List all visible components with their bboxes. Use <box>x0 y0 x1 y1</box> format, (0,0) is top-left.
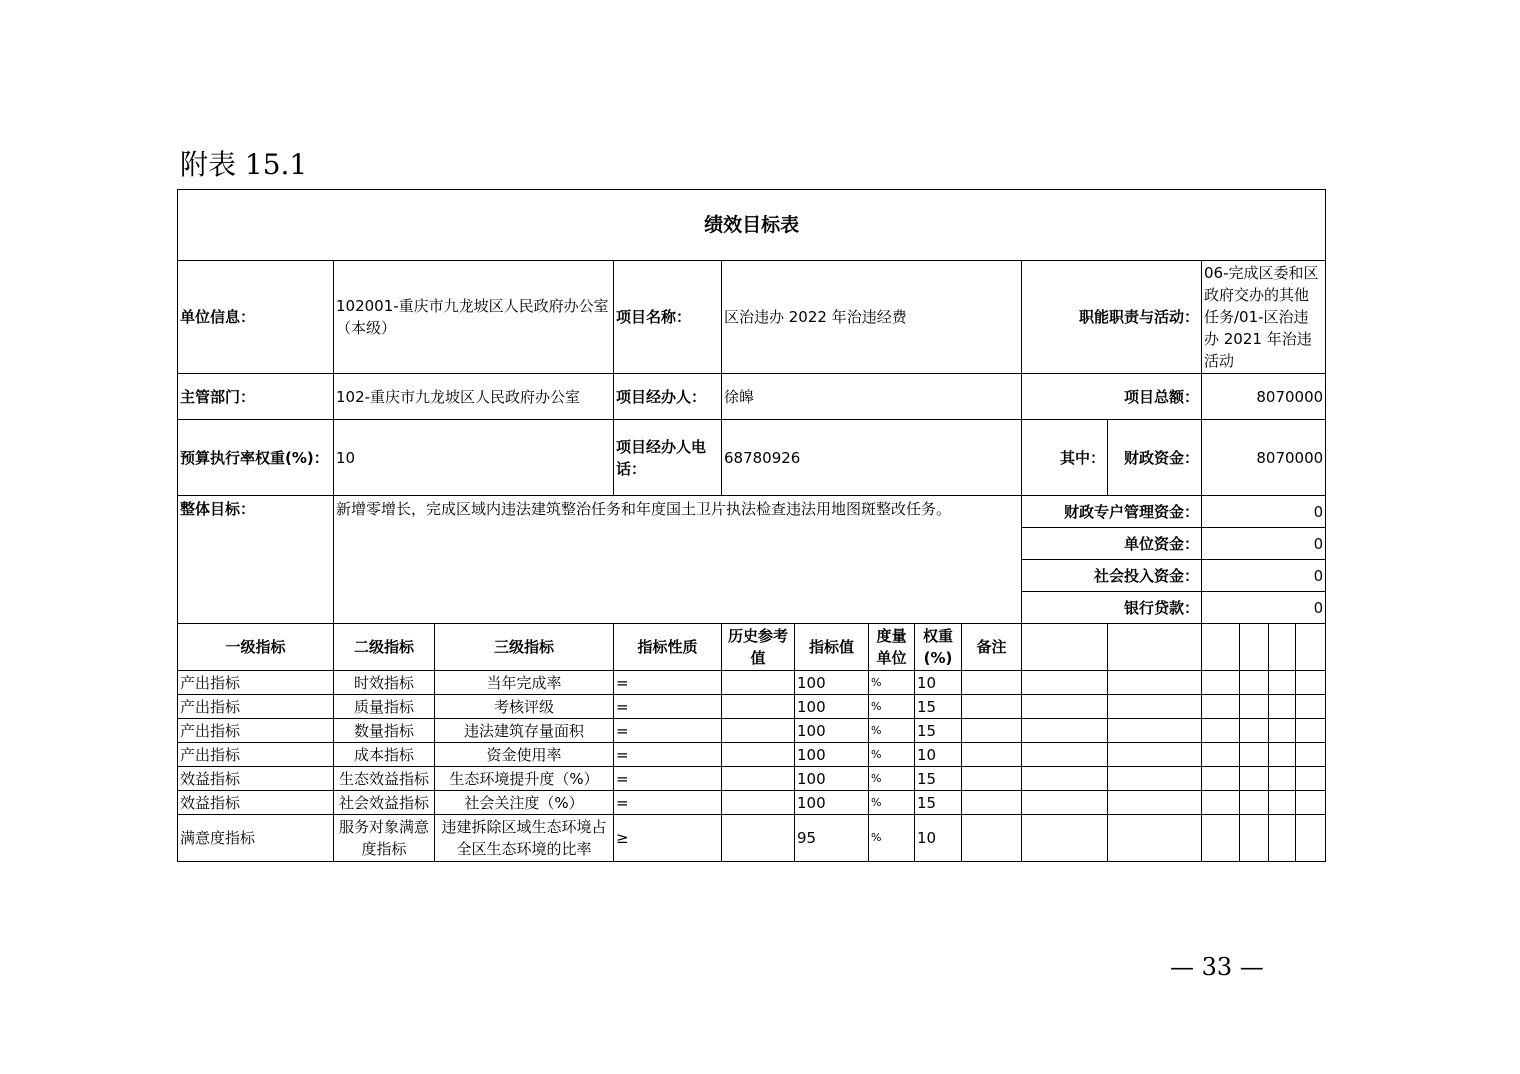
fiscal-value: 8070000 <box>1202 420 1326 496</box>
blank-cell <box>1202 671 1240 695</box>
cell-history <box>722 767 795 791</box>
blank-cell <box>1296 815 1326 862</box>
blank-cell <box>1022 791 1108 815</box>
col-header-value: 指标值 <box>795 624 869 671</box>
blank-cell <box>1202 719 1240 743</box>
unit-fund-label: 单位资金： <box>1022 528 1202 560</box>
cell-l3: 生态环境提升度（%） <box>435 767 614 791</box>
cell-l2: 数量指标 <box>334 719 435 743</box>
cell-l2: 服务对象满意度指标 <box>334 815 435 862</box>
blank-cell <box>1269 671 1296 695</box>
blank-cell <box>1022 767 1108 791</box>
blank-cell <box>1202 695 1240 719</box>
blank-cell <box>1296 791 1326 815</box>
blank-cell <box>1269 767 1296 791</box>
fiscal-label: 财政资金： <box>1108 420 1202 496</box>
table-title: 绩效目标表 <box>178 190 1326 261</box>
cell-l2: 成本指标 <box>334 743 435 767</box>
cell-weight: 15 <box>915 719 962 743</box>
cell-l3: 当年完成率 <box>435 671 614 695</box>
social-fund-label: 社会投入资金： <box>1022 560 1202 592</box>
special-fund-label: 财政专户管理资金： <box>1022 496 1202 528</box>
cell-l2: 社会效益指标 <box>334 791 435 815</box>
blank-cell <box>1202 815 1240 862</box>
blank-cell <box>1108 695 1202 719</box>
page-number: — 33 — <box>1170 953 1264 981</box>
cell-value: 100 <box>795 719 869 743</box>
blank-cell <box>1022 624 1108 671</box>
cell-weight: 15 <box>915 695 962 719</box>
project-name-label: 项目名称： <box>614 261 722 374</box>
phone-label: 项目经办人电话： <box>614 420 722 496</box>
cell-l3: 资金使用率 <box>435 743 614 767</box>
blank-cell <box>1022 695 1108 719</box>
blank-cell <box>1108 624 1202 671</box>
social-fund-value: 0 <box>1202 560 1326 592</box>
blank-cell <box>1240 719 1269 743</box>
special-fund-value: 0 <box>1202 496 1326 528</box>
blank-cell <box>1240 815 1269 862</box>
blank-cell <box>1108 815 1202 862</box>
blank-cell <box>1240 791 1269 815</box>
cell-nature: = <box>614 767 722 791</box>
col-header-history: 历史参考值 <box>722 624 795 671</box>
cell-note <box>962 719 1022 743</box>
cell-history <box>722 719 795 743</box>
cell-history <box>722 671 795 695</box>
cell-note <box>962 767 1022 791</box>
table-row <box>178 743 1326 767</box>
blank-cell <box>1240 671 1269 695</box>
cell-l1: 产出指标 <box>178 671 334 695</box>
blank-cell <box>1240 767 1269 791</box>
blank-cell <box>1202 767 1240 791</box>
project-name-value: 区治违办 2022 年治违经费 <box>722 261 1022 374</box>
cell-l3: 违法建筑存量面积 <box>435 719 614 743</box>
blank-cell <box>1202 791 1240 815</box>
blank-cell <box>1240 624 1269 671</box>
cell-value: 100 <box>795 791 869 815</box>
phone-value: 68780926 <box>722 420 1022 496</box>
cell-l1: 产出指标 <box>178 743 334 767</box>
cell-l1: 效益指标 <box>178 767 334 791</box>
blank-cell <box>1022 743 1108 767</box>
blank-cell <box>1296 671 1326 695</box>
cell-l3: 社会关注度（%） <box>435 791 614 815</box>
dept-value: 102-重庆市九龙坡区人民政府办公室 <box>334 374 614 420</box>
unit-label: 单位信息： <box>178 261 334 374</box>
manager-value: 徐皞 <box>722 374 1022 420</box>
col-header-nature: 指标性质 <box>614 624 722 671</box>
cell-history <box>722 743 795 767</box>
cell-note <box>962 815 1022 862</box>
blank-cell <box>1296 624 1326 671</box>
blank-cell <box>1108 719 1202 743</box>
cell-l1: 产出指标 <box>178 695 334 719</box>
budget-rate-value: 10 <box>334 420 614 496</box>
blank-cell <box>1269 695 1296 719</box>
cell-value: 95 <box>795 815 869 862</box>
col-header-l2: 二级指标 <box>334 624 435 671</box>
cell-l1: 满意度指标 <box>178 815 334 862</box>
total-label: 项目总额： <box>1022 374 1202 420</box>
cell-value: 100 <box>795 695 869 719</box>
cell-note <box>962 671 1022 695</box>
blank-cell <box>1296 767 1326 791</box>
goal-label: 整体目标： <box>178 496 334 624</box>
cell-l3: 违建拆除区域生态环境占全区生态环境的比率 <box>435 815 614 862</box>
blank-cell <box>1108 671 1202 695</box>
table-row <box>178 815 1326 862</box>
cell-nature: = <box>614 791 722 815</box>
blank-cell <box>1108 767 1202 791</box>
cell-l1: 效益指标 <box>178 791 334 815</box>
blank-cell <box>1202 624 1240 671</box>
blank-cell <box>1269 743 1296 767</box>
cell-unit: % <box>869 719 915 743</box>
table-row <box>178 791 1326 815</box>
col-header-l1: 一级指标 <box>178 624 334 671</box>
blank-cell <box>1269 791 1296 815</box>
cell-value: 100 <box>795 767 869 791</box>
performance-target-table <box>177 189 1326 862</box>
cell-value: 100 <box>795 671 869 695</box>
table-row <box>178 767 1326 791</box>
cell-note <box>962 791 1022 815</box>
bank-loan-label: 银行贷款： <box>1022 592 1202 624</box>
blank-cell <box>1022 719 1108 743</box>
cell-l3: 考核评级 <box>435 695 614 719</box>
total-value: 8070000 <box>1202 374 1326 420</box>
col-header-unit: 度量单位 <box>869 624 915 671</box>
blank-cell <box>1269 624 1296 671</box>
blank-cell <box>1296 695 1326 719</box>
goal-value: 新增零增长，完成区域内违法建筑整治任务和年度国土卫片执法检查违法用地图斑整改任务。 <box>334 496 1022 624</box>
blank-cell <box>1022 815 1108 862</box>
cell-value: 100 <box>795 743 869 767</box>
blank-cell <box>1296 719 1326 743</box>
cell-weight: 15 <box>915 791 962 815</box>
document-heading: 附表 15.1 <box>180 148 308 181</box>
cell-unit: % <box>869 791 915 815</box>
blank-cell <box>1022 671 1108 695</box>
manager-label: 项目经办人： <box>614 374 722 420</box>
cell-nature: = <box>614 743 722 767</box>
cell-nature: = <box>614 671 722 695</box>
cell-unit: % <box>869 671 915 695</box>
cell-nature: ≥ <box>614 815 722 862</box>
cell-weight: 10 <box>915 815 962 862</box>
cell-history <box>722 791 795 815</box>
table-row <box>178 671 1326 695</box>
col-header-note: 备注 <box>962 624 1022 671</box>
blank-cell <box>1240 695 1269 719</box>
cell-l2: 质量指标 <box>334 695 435 719</box>
unit-value: 102001-重庆市九龙坡区人民政府办公室（本级） <box>334 261 614 374</box>
col-header-weight: 权重(%) <box>915 624 962 671</box>
cell-weight: 10 <box>915 743 962 767</box>
cell-unit: % <box>869 695 915 719</box>
cell-nature: = <box>614 719 722 743</box>
duty-value: 06-完成区委和区政府交办的其他任务/01-区治违办 2021 年治违活动 <box>1202 261 1326 374</box>
cell-note <box>962 743 1022 767</box>
blank-cell <box>1240 743 1269 767</box>
table-row <box>178 695 1326 719</box>
cell-unit: % <box>869 815 915 862</box>
indicator-header-row <box>178 624 1326 671</box>
cell-unit: % <box>869 767 915 791</box>
cell-l2: 生态效益指标 <box>334 767 435 791</box>
blank-cell <box>1269 815 1296 862</box>
cell-nature: = <box>614 695 722 719</box>
col-header-l3: 三级指标 <box>435 624 614 671</box>
table-row <box>178 719 1326 743</box>
blank-cell <box>1202 743 1240 767</box>
cell-history <box>722 815 795 862</box>
cell-weight: 15 <box>915 767 962 791</box>
cell-history <box>722 695 795 719</box>
cell-l1: 产出指标 <box>178 719 334 743</box>
dept-label: 主管部门： <box>178 374 334 420</box>
among-label: 其中： <box>1022 420 1108 496</box>
blank-cell <box>1108 743 1202 767</box>
cell-unit: % <box>869 743 915 767</box>
blank-cell <box>1296 743 1326 767</box>
duty-label: 职能职责与活动： <box>1022 261 1202 374</box>
cell-l2: 时效指标 <box>334 671 435 695</box>
bank-loan-value: 0 <box>1202 592 1326 624</box>
blank-cell <box>1269 719 1296 743</box>
budget-rate-label: 预算执行率权重(%)： <box>178 420 334 496</box>
blank-cell <box>1108 791 1202 815</box>
cell-weight: 10 <box>915 671 962 695</box>
cell-note <box>962 695 1022 719</box>
unit-fund-value: 0 <box>1202 528 1326 560</box>
